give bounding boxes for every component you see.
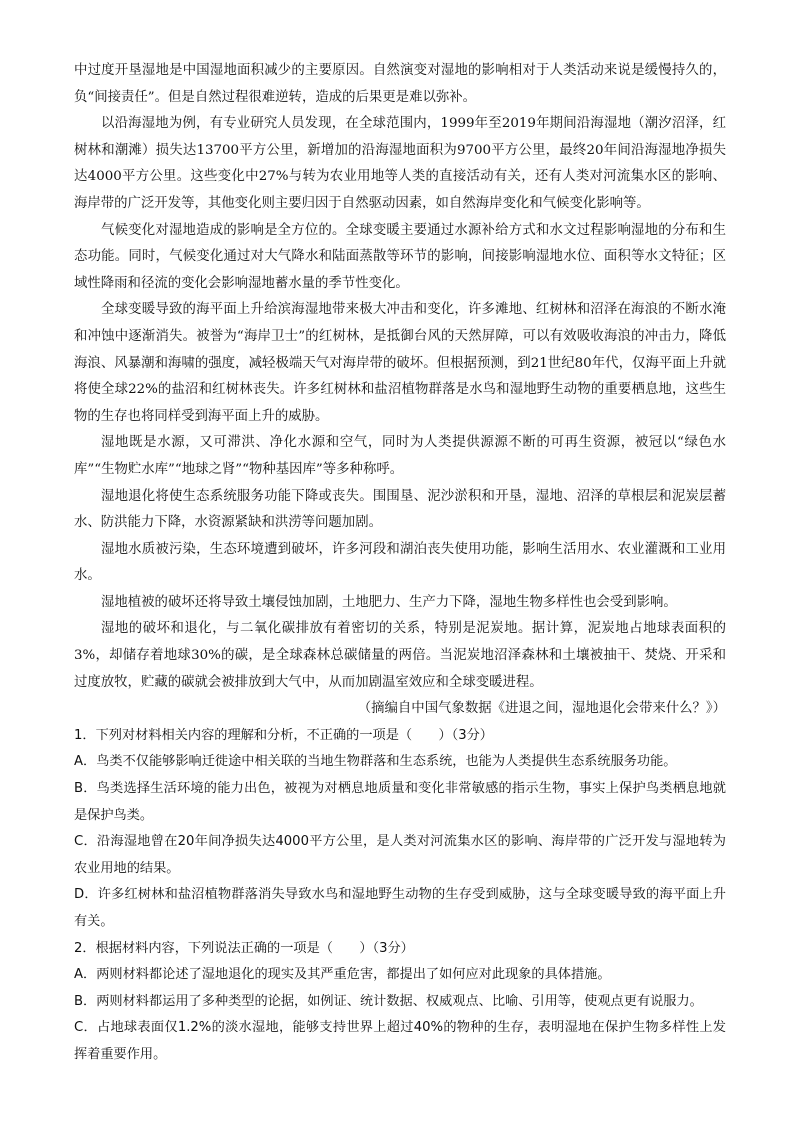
passage-paragraph: 湿地退化将使生态系统服务功能下降或丧失。围围垦、泥沙淤积和开垦，湿地、沼泽的草根层和泥炭层蓄水、防洪能力下降，水资源紧缺和洪涝等问题加剧。 [74,488,726,531]
passage-paragraph: 湿地植被的破坏还将导致土壤侵蚀加剧，土地肥力、生产力下降，湿地生物多样性也会受到影响。 [101,594,677,610]
source-citation: （摘编自中国气象数据《进退之间，湿地退化会带来什么？》） [357,701,726,717]
question-2-stem: 2．根据材料内容，下列说法正确的一项是（ ）（3分） [74,940,414,956]
passage-paragraph: 湿地的破坏和退化，与二氧化碳排放有着密切的关系，特别是泥炭地。据计算，泥炭地占地球表面积的3%，却储存着地球30%的碳，是全球森林总碳储量的两倍。当泥炭地沼泽森林和土壤被抽干、焚烧、开采和过度放牧，贮藏的碳就会被排放到大气中，从而加剧温室效应和全球变暖进程。 [74,621,726,690]
passage-paragraph: 以沿海湿地为例，有专业研究人员发现，在全球范围内，1999年至2019年期间沿海湿地（潮汐沼泽，红树林和潮滩）损失达13700平方公里，新增加的沿海湿地面积为9700平方公里，最终20年间沿海湿地净损失达4000平方公里。这些变化中27%与转为农业用地等人类的直接活动有关，还有人类对河流集水区的影响、海岸带的广泛开发等，其他变化则主要归因于自然驱动因素，如自然海岸变化和气候变化影响等。 [74,116,726,211]
question-1-option-c: C．沿海湿地曾在20年间净损失达4000平方公里，是人类对河流集水区的影响、海岸带的广泛开发与湿地转为农业用地的结果。 [74,834,726,876]
passage-paragraph: 湿地水质被污染，生态环境遭到破坏，许多河段和湖泊丧失使用功能，影响生活用水、农业灌溉和工业用水。 [74,541,726,584]
passage-paragraph: 湿地既是水源，又可滞洪、净化水源和空气，同时为人类提供源源不断的可再生资源，被冠以“绿色水库”“生物贮水库”“地球之肾”“物种基因库”等多种称呼。 [74,435,726,477]
question-2-option-b: B．两则材料都运用了多种类型的论据，如例证、统计数据、权威观点、比喻、引用等，使观点更有说服力。 [74,993,703,1009]
passage-paragraph: 气候变化对湿地造成的影响是全方位的。全球变暖主要通过水源补给方式和水文过程影响湿地的分布和生态功能。同时，气候变化通过对大气降水和陆面蒸散等环节的影响，间接影响湿地水位、面积等水文特征；区域性降雨和径流的变化会影响湿地蓄水量的季节性变化。 [74,222,726,291]
passage-paragraph: 中过度开垦湿地是中国湿地面积减少的主要原因。自然演变对湿地的影响相对于人类活动来说是缓慢持久的，负“间接责任”。但是自然过程很难逆转，造成的后果更是难以弥补。 [74,63,726,105]
question-1-option-d: D．许多红树林和盐沼植物群落消失导致水鸟和湿地野生动物的生存受到威胁，这与全球变暖导致的海平面上升有关。 [74,887,726,929]
passage-paragraph: 全球变暖导致的海平面上升给滨海湿地带来极大冲击和变化，许多滩地、红树林和沼泽在海浪的不断水淹和冲蚀中逐渐消失。被誉为“海岸卫士”的红树林，是抵御台风的天然屏障，可以有效吸收海浪的冲击力，降低海浪、风暴潮和海啸的强度，减轻极端天气对海岸带的破坏。但根据预测，到21世纪80年代，仅海平面上升就将使全球22%的盐沼和红树林丧失。许多红树林和盐沼植物群落是水鸟和湿地野生动物的重要栖息地，这些生物的生存也将同样受到海平面上升的威胁。 [74,302,726,424]
question-2-option-a: A．两则材料都论述了湿地退化的现实及其严重危害，都提出了如何应对此现象的具体措施。 [74,967,611,983]
question-1-stem: 1．下列对材料相关内容的理解和分析，不正确的一项是（ ）（3分） [74,727,493,743]
exam-page [74,58,726,1069]
question-1-option-a: A．鸟类不仅能够影响迁徙途中相关联的当地生物群落和生态系统，也能为人类提供生态系统服务功能。 [74,754,677,770]
question-1-option-b: B．鸟类选择生活环境的能力出色，被视为对栖息地质量和变化非常敏感的指示生物，事实上保护鸟类栖息地就是保护鸟类。 [74,781,726,823]
question-2-option-c: C．占地球表面仅1.2%的淡水湿地，能够支持世界上超过40%的物种的生存，表明湿地在保护生物多样性上发挥着重要作用。 [74,1020,726,1062]
